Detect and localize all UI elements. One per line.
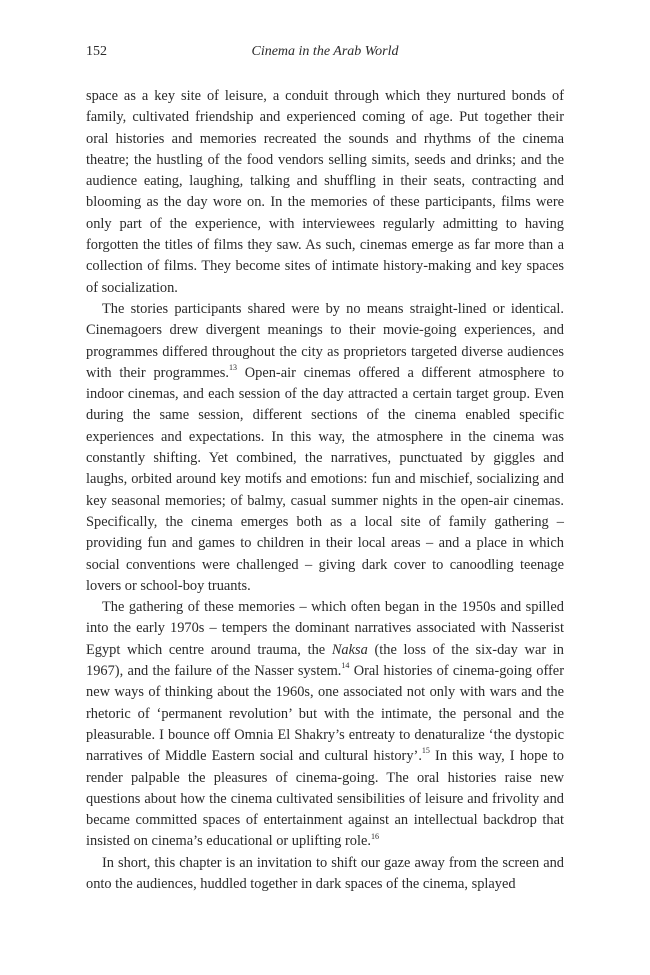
- text-run: In short, this chapter is an invitation to shift our gaze away from the screen and onto the audiences, huddled together in dark spaces of the cinema, splayed: [86, 854, 564, 892]
- text-run: space as a key site of leisure, a conduit through which they nurtured bonds of family, cultivated friendship and experienced coming of age. Put together their oral histories and memories recreated the sounds and rhythms of the cinema theatre; the hustling of the food vendors selling simits, seeds and drinks; and the audience eating, laughing, talking and shuffling in their seats, contracting and blooming as the day wore on. In the memories of these participants, films were only part of the experience, with interviewees regularly admitting to having forgotten the titles of films they saw. As such, cinemas emerge as far more than a collection of films. They become sites of intimate history-making and key spaces of socialization.: [86, 88, 564, 296]
- running-header: [86, 44, 564, 64]
- italic-term: Naksa: [331, 641, 368, 658]
- text-run: (the loss of the six-day war in 1967), and the failure of the Nasser system.: [86, 641, 564, 680]
- text-run: The gathering of these memories – which often began in the 1950s and spilled into the early 1970s – tempers the dominant narratives associated with Nasserist Egypt which centre around trauma, the: [86, 599, 564, 658]
- footnote-ref[interactable]: 13: [228, 363, 237, 373]
- paragraph: [86, 299, 564, 597]
- paragraph: [86, 86, 564, 299]
- paragraph: [86, 597, 564, 853]
- body-text: [86, 86, 564, 895]
- text-run: Oral histories of cinema-going offer new ways of thinking about the 1960s, one associated not only with wars and the rhetoric of ‘permanent revolution’ but with the intimate, the personal and the pleasurable. I bounce off Omnia El Shakry’s entreaty to denaturalize ‘the dystopic narratives of Middle Eastern social and cultural history’.: [86, 663, 564, 765]
- footnote-ref[interactable]: 14: [341, 661, 350, 671]
- page-number: 152: [86, 44, 107, 59]
- text-run: Open-air cinemas offered a different atmosphere to indoor cinemas, and each session of the day attracted a certain target group. Even during the same session, different sections of the cinema enabled specific experiences and expectations. In this way, the atmosphere in the cinema was constantly shifting. Yet combined, the narratives, punctuated by giggles and laughs, orbited around key motifs and emotions: fun and mischief, socializing and key seasonal memories; of balmy, casual summer nights in the open-air cinemas. Specifically, the cinema emerges both as a local site of family gathering – providing fun and games to children in their local areas – and a place in which social conventions were challenged – giving dark cover to canoodling teenage lovers or school-boy truants.: [86, 364, 564, 594]
- footnote-ref[interactable]: 16: [370, 831, 379, 841]
- footnote-ref[interactable]: 15: [421, 746, 430, 756]
- text-run: In this way, I hope to render palpable the pleasures of cinema-going. The oral histories raise new questions about how the cinema cultivated sensibilities of leisure and frivolity and became committed spaces of entertainment against an intellectual backdrop that insisted on cinema’s educational or uplifting role.: [86, 748, 564, 850]
- paragraph: [86, 853, 564, 896]
- running-title: Cinema in the Arab World: [251, 44, 399, 59]
- text-run: The stories participants shared were by no means straight-lined or identical. Cinemagoers drew divergent meanings to their movie-going experiences, and programmes differed throughout the city as proprietors targeted diverse audiences with their programmes.: [86, 300, 564, 381]
